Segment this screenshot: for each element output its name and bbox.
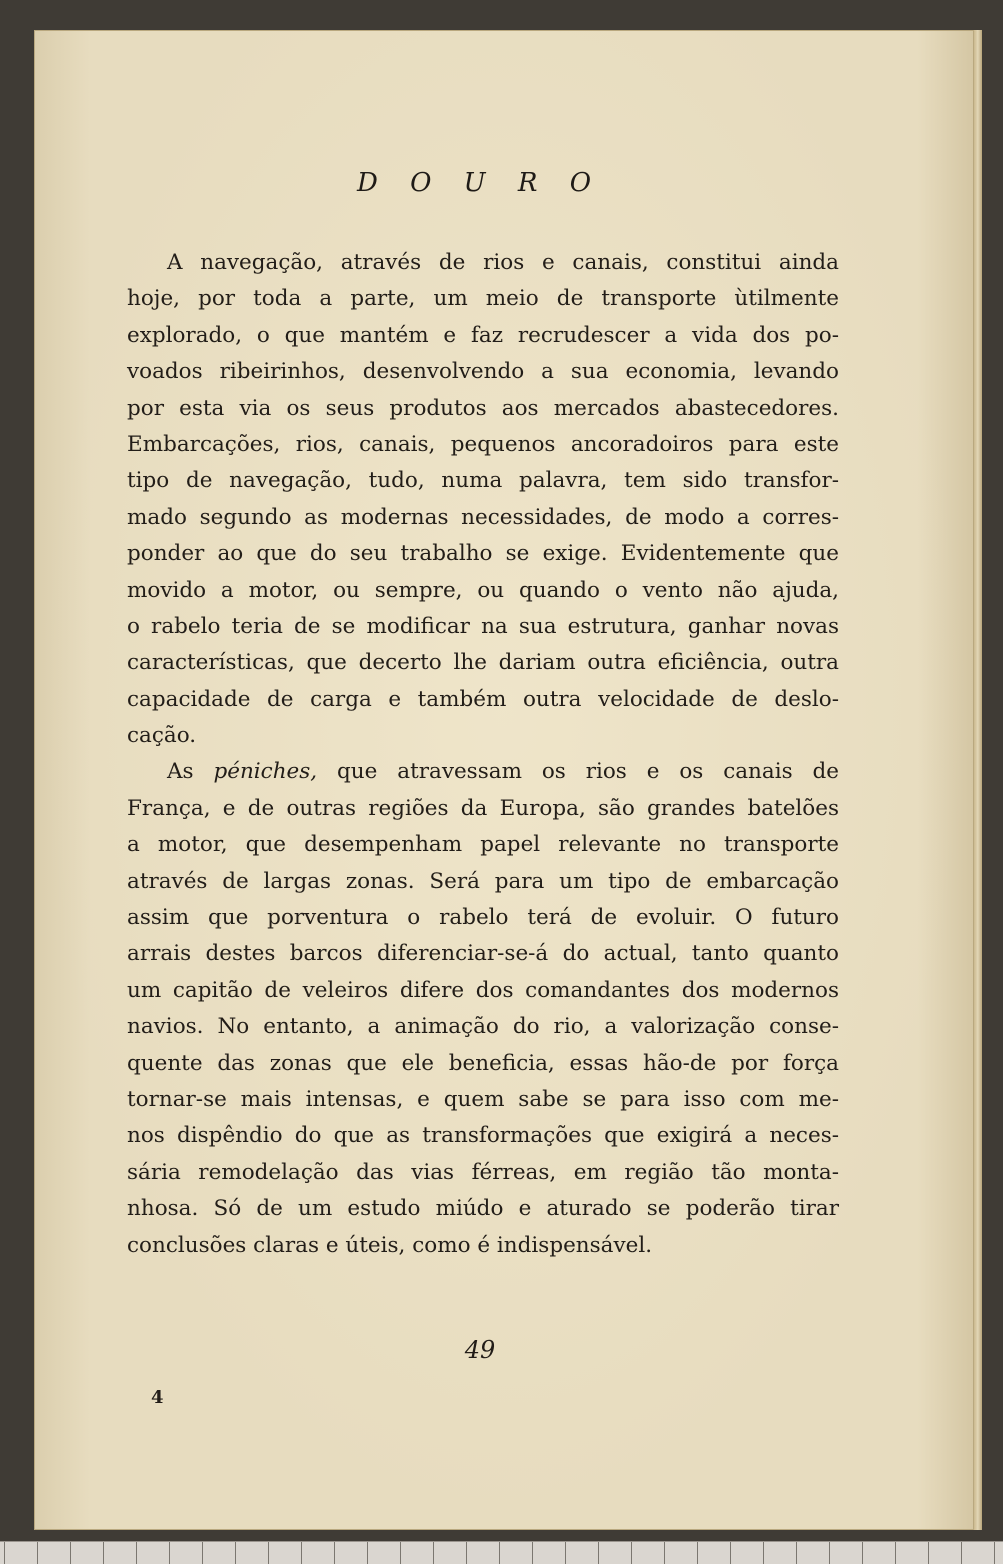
text-line: o rabelo teria de se modificar na sua estrutura, ganhar novas [127,613,839,639]
paragraph-1 [127,245,839,754]
text-line: assim que porventura o rabelo terá de evoluir. O futuro [127,905,839,931]
text-line: a motor, que desempenham papel relevante no transporte [127,832,839,858]
ruler-tick [136,1542,137,1564]
text-line: tipo de navegação, tudo, numa palavra, tem sido transfor- [127,468,839,494]
ruler-tick [598,1542,599,1564]
text-line: sária remodelação das vias férreas, em região tão monta- [127,1159,839,1185]
ruler-tick [4,1542,5,1564]
text-line: por esta via os seus produtos aos mercados abastecedores. [127,395,839,421]
text-line: movido a motor, ou sempre, ou quando o vento não ajuda, [127,577,839,603]
paragraph-2 [127,754,839,1263]
text-line: tornar-se mais intensas, e quem sabe se para isso com me- [127,1086,839,1112]
text-line-first [127,754,839,790]
italic-term: péniches, [213,759,318,785]
ruler-tick [103,1542,104,1564]
ruler-tick [763,1542,764,1564]
ruler-tick [961,1542,962,1564]
text-line: quente das zonas que ele beneficia, essas hão-de por força [127,1050,839,1076]
text-fragment: que atravessam os rios e os canais de [317,759,839,785]
text-line: capacidade de carga e também outra velocidade de deslo- [127,686,839,712]
ruler-tick [697,1542,698,1564]
scale-ruler [0,1541,1003,1564]
ruler-tick [433,1542,434,1564]
ruler-tick [301,1542,302,1564]
ruler-tick [268,1542,269,1564]
ruler-tick [499,1542,500,1564]
text-line: um capitão de veleiros difere dos comandantes dos modernos [127,977,839,1003]
ruler-tick [367,1542,368,1564]
ruler-tick [334,1542,335,1564]
ruler-tick [928,1542,929,1564]
ruler-tick [169,1542,170,1564]
page-number: 49 [464,1336,496,1364]
body-text [127,245,839,1264]
ruler-tick [895,1542,896,1564]
ruler-tick [796,1542,797,1564]
text-line: nos dispêndio do que as transformações que exigirá a neces- [127,1123,839,1149]
signature-mark: 4 [151,1387,164,1408]
text-line: A navegação, através de rios e canais, constitui ainda [167,250,839,275]
ruler-tick [532,1542,533,1564]
text-line: voados ribeirinhos, desenvolvendo a sua economia, levando [127,359,839,385]
running-head: D O U R O [356,168,604,198]
text-fragment: As [167,759,214,785]
ruler-tick [730,1542,731,1564]
text-line: arrais destes barcos diferenciar-se-á do actual, tanto quanto [127,941,839,967]
ruler-tick [466,1542,467,1564]
ruler-tick [202,1542,203,1564]
ruler-tick [664,1542,665,1564]
ruler-tick [994,1542,995,1564]
text-line: nhosa. Só de um estudo miúdo e aturado se poderão tirar [127,1196,839,1222]
text-line: ponder ao que do seu trabalho se exige. Evidentemente que [127,541,839,567]
text-line: navios. No entanto, a animação do rio, a valorização conse- [127,1014,839,1040]
text-line: cação. [127,723,197,749]
text-line: França, e de outras regiões da Europa, são grandes batelões [127,795,839,821]
text-line: conclusões claras e úteis, como é indispensável. [127,1232,653,1258]
text-line: explorado, o que mantém e faz recrudescer a vida dos po- [127,322,839,348]
text-line: hoje, por toda a parte, um meio de transporte ùtilmente [127,286,839,312]
ruler-tick [565,1542,566,1564]
ruler-tick [235,1542,236,1564]
text-line: características, que decerto lhe dariam outra eficiência, outra [127,650,839,676]
ruler-tick [37,1542,38,1564]
ruler-tick [829,1542,830,1564]
ruler-tick [70,1542,71,1564]
text-line: através de largas zonas. Será para um tipo de embarcação [127,868,839,894]
ruler-tick [631,1542,632,1564]
text-line: Embarcações, rios, canais, pequenos ancoradoiros para este [127,431,839,457]
ruler-tick [400,1542,401,1564]
text-line: mado segundo as modernas necessidades, de modo a corres- [127,504,839,530]
ruler-tick [862,1542,863,1564]
